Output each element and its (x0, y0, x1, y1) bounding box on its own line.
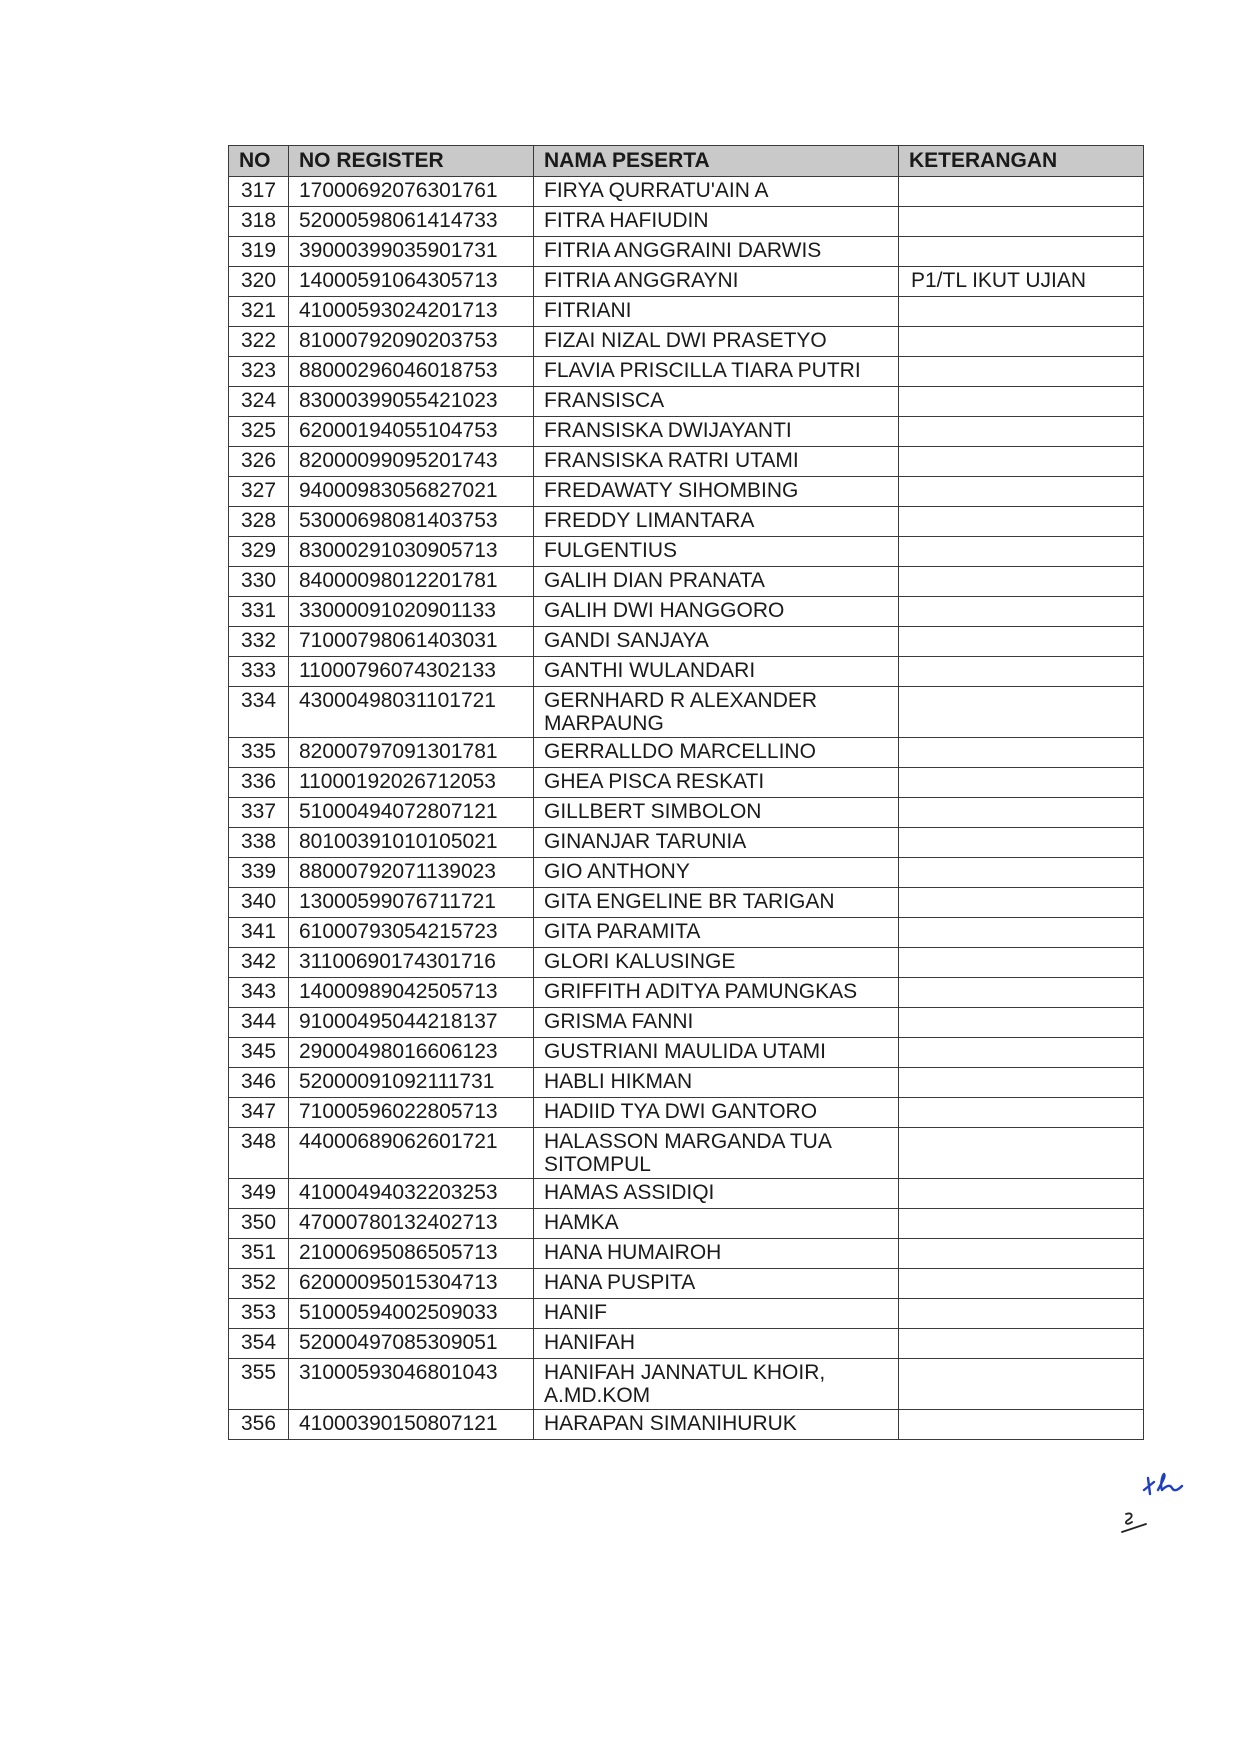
cell-no: 331 (229, 597, 289, 627)
cell-no: 327 (229, 477, 289, 507)
cell-no: 353 (229, 1299, 289, 1329)
cell-no: 336 (229, 768, 289, 798)
cell-note (899, 627, 1144, 657)
cell-note (899, 888, 1144, 918)
table-row (229, 978, 1144, 1008)
cell-register: 11000796074302133 (289, 657, 534, 687)
cell-no: 335 (229, 738, 289, 768)
cell-register: 33000091020901133 (289, 597, 534, 627)
cell-register: 81000792090203753 (289, 327, 534, 357)
table-row (229, 507, 1144, 537)
table-row (229, 828, 1144, 858)
cell-note (899, 417, 1144, 447)
cell-register: 82000797091301781 (289, 738, 534, 768)
cell-register: 21000695086505713 (289, 1239, 534, 1269)
cell-name: GALIH DWI HANGGORO (534, 597, 899, 627)
table-row (229, 327, 1144, 357)
table-row (229, 888, 1144, 918)
cell-name: FRANSISKA RATRI UTAMI (534, 447, 899, 477)
cell-no: 350 (229, 1209, 289, 1239)
cell-register: 94000983056827021 (289, 477, 534, 507)
cell-no: 323 (229, 357, 289, 387)
cell-note: P1/TL IKUT UJIAN (899, 267, 1144, 297)
table-row (229, 768, 1144, 798)
cell-name: HANIF (534, 1299, 899, 1329)
header-note: KETERANGAN (899, 146, 1144, 177)
cell-note (899, 1068, 1144, 1098)
cell-register: 51000594002509033 (289, 1299, 534, 1329)
cell-name: FRANSISKA DWIJAYANTI (534, 417, 899, 447)
cell-note (899, 1038, 1144, 1068)
table-body (229, 177, 1144, 1440)
cell-note (899, 207, 1144, 237)
initials-mark-blue (1140, 1468, 1186, 1502)
cell-note (899, 597, 1144, 627)
cell-no: 326 (229, 447, 289, 477)
table-row (229, 1410, 1144, 1440)
cell-register: 62000194055104753 (289, 417, 534, 447)
cell-name: GUSTRIANI MAULIDA UTAMI (534, 1038, 899, 1068)
table-row (229, 1179, 1144, 1209)
table-row (229, 177, 1144, 207)
cell-note (899, 567, 1144, 597)
cell-note (899, 387, 1144, 417)
cell-name: GLORI KALUSINGE (534, 948, 899, 978)
table-row (229, 738, 1144, 768)
cell-name: GITA ENGELINE BR TARIGAN (534, 888, 899, 918)
cell-register: 91000495044218137 (289, 1008, 534, 1038)
cell-no: 337 (229, 798, 289, 828)
cell-name: GITA PARAMITA (534, 918, 899, 948)
table-row (229, 1098, 1144, 1128)
cell-no: 321 (229, 297, 289, 327)
cell-note (899, 297, 1144, 327)
cell-note (899, 978, 1144, 1008)
cell-register: 11000192026712053 (289, 768, 534, 798)
cell-no: 324 (229, 387, 289, 417)
cell-register: 88000792071139023 (289, 858, 534, 888)
cell-note (899, 1329, 1144, 1359)
cell-register: 62000095015304713 (289, 1269, 534, 1299)
table-row (229, 387, 1144, 417)
cell-note (899, 237, 1144, 267)
cell-register: 83000291030905713 (289, 537, 534, 567)
cell-name: GANTHI WULANDARI (534, 657, 899, 687)
cell-register: 41000390150807121 (289, 1410, 534, 1440)
cell-name: FREDDY LIMANTARA (534, 507, 899, 537)
cell-name: GERRALLDO MARCELLINO (534, 738, 899, 768)
cell-register: 71000596022805713 (289, 1098, 534, 1128)
table-row (229, 1128, 1144, 1179)
cell-note (899, 327, 1144, 357)
cell-note (899, 507, 1144, 537)
cell-name: FITRIANI (534, 297, 899, 327)
cell-name: HANA PUSPITA (534, 1269, 899, 1299)
cell-note (899, 858, 1144, 888)
table-header-row (229, 146, 1144, 177)
cell-no: 355 (229, 1359, 289, 1410)
table-row (229, 657, 1144, 687)
cell-register: 52000598061414733 (289, 207, 534, 237)
cell-note (899, 1410, 1144, 1440)
cell-no: 354 (229, 1329, 289, 1359)
cell-register: 29000498016606123 (289, 1038, 534, 1068)
cell-no: 351 (229, 1239, 289, 1269)
cell-no: 322 (229, 327, 289, 357)
cell-register: 41000494032203253 (289, 1179, 534, 1209)
cell-note (899, 1269, 1144, 1299)
cell-no: 340 (229, 888, 289, 918)
table-row (229, 1269, 1144, 1299)
cell-name: FITRIA ANGGRAINI DARWIS (534, 237, 899, 267)
cell-no: 325 (229, 417, 289, 447)
cell-register: 43000498031101721 (289, 687, 534, 738)
cell-name: FITRA HAFIUDIN (534, 207, 899, 237)
table-row (229, 858, 1144, 888)
cell-register: 52000497085309051 (289, 1329, 534, 1359)
table-row (229, 798, 1144, 828)
cell-register: 14000989042505713 (289, 978, 534, 1008)
cell-name: HANA HUMAIROH (534, 1239, 899, 1269)
cell-no: 328 (229, 507, 289, 537)
cell-register: 17000692076301761 (289, 177, 534, 207)
table-row (229, 687, 1144, 738)
cell-register: 53000698081403753 (289, 507, 534, 537)
cell-name: FREDAWATY SIHOMBING (534, 477, 899, 507)
cell-note (899, 177, 1144, 207)
cell-note (899, 357, 1144, 387)
cell-name: HABLI HIKMAN (534, 1068, 899, 1098)
cell-name: GILLBERT SIMBOLON (534, 798, 899, 828)
table-row (229, 918, 1144, 948)
cell-name: FIRYA QURRATU'AIN A (534, 177, 899, 207)
cell-note (899, 948, 1144, 978)
cell-note (899, 918, 1144, 948)
cell-note (899, 798, 1144, 828)
cell-register: 84000098012201781 (289, 567, 534, 597)
cell-note (899, 1299, 1144, 1329)
table-row (229, 1359, 1144, 1410)
initials-mark-black (1116, 1508, 1154, 1538)
cell-no: 342 (229, 948, 289, 978)
header-no: NO (229, 146, 289, 177)
cell-register: 31000593046801043 (289, 1359, 534, 1410)
cell-no: 341 (229, 918, 289, 948)
cell-register: 52000091092111731 (289, 1068, 534, 1098)
cell-no: 352 (229, 1269, 289, 1299)
cell-no: 343 (229, 978, 289, 1008)
cell-register: 47000780132402713 (289, 1209, 534, 1239)
cell-note (899, 657, 1144, 687)
table-row (229, 1068, 1144, 1098)
cell-no: 347 (229, 1098, 289, 1128)
table-row (229, 357, 1144, 387)
cell-register: 41000593024201713 (289, 297, 534, 327)
cell-note (899, 768, 1144, 798)
cell-name: HAMAS ASSIDIQI (534, 1179, 899, 1209)
cell-note (899, 477, 1144, 507)
cell-name: HADIID TYA DWI GANTORO (534, 1098, 899, 1128)
cell-no: 356 (229, 1410, 289, 1440)
cell-register: 82000099095201743 (289, 447, 534, 477)
table-row (229, 1008, 1144, 1038)
table-row (229, 948, 1144, 978)
cell-no: 319 (229, 237, 289, 267)
cell-name: HANIFAH JANNATUL KHOIR, A.MD.KOM (534, 1359, 899, 1410)
cell-note (899, 1359, 1144, 1410)
cell-note (899, 1239, 1144, 1269)
cell-name: GIO ANTHONY (534, 858, 899, 888)
cell-note (899, 1008, 1144, 1038)
table-row (229, 267, 1144, 297)
cell-no: 349 (229, 1179, 289, 1209)
cell-register: 51000494072807121 (289, 798, 534, 828)
cell-note (899, 687, 1144, 738)
cell-no: 332 (229, 627, 289, 657)
cell-no: 329 (229, 537, 289, 567)
cell-register: 80100391010105021 (289, 828, 534, 858)
cell-no: 339 (229, 858, 289, 888)
table-row (229, 1299, 1144, 1329)
cell-name: GRIFFITH ADITYA PAMUNGKAS (534, 978, 899, 1008)
table-row (229, 597, 1144, 627)
cell-name: GINANJAR TARUNIA (534, 828, 899, 858)
cell-no: 334 (229, 687, 289, 738)
cell-register: 31100690174301716 (289, 948, 534, 978)
cell-name: FLAVIA PRISCILLA TIARA PUTRI (534, 357, 899, 387)
table-row (229, 417, 1144, 447)
table-row (229, 1209, 1144, 1239)
table-row (229, 207, 1144, 237)
cell-name: FRANSISCA (534, 387, 899, 417)
cell-name: FULGENTIUS (534, 537, 899, 567)
table-row (229, 567, 1144, 597)
cell-no: 317 (229, 177, 289, 207)
cell-register: 88000296046018753 (289, 357, 534, 387)
cell-name: HALASSON MARGANDA TUA SITOMPUL (534, 1128, 899, 1179)
cell-note (899, 1128, 1144, 1179)
cell-note (899, 738, 1144, 768)
cell-no: 345 (229, 1038, 289, 1068)
cell-name: FITRIA ANGGRAYNI (534, 267, 899, 297)
cell-no: 333 (229, 657, 289, 687)
cell-note (899, 447, 1144, 477)
table-row (229, 297, 1144, 327)
header-name: NAMA PESERTA (534, 146, 899, 177)
cell-register: 44000689062601721 (289, 1128, 534, 1179)
cell-name: GANDI SANJAYA (534, 627, 899, 657)
cell-no: 346 (229, 1068, 289, 1098)
table-row (229, 477, 1144, 507)
cell-name: GERNHARD R ALEXANDER MARPAUNG (534, 687, 899, 738)
table-row (229, 447, 1144, 477)
cell-note (899, 1179, 1144, 1209)
cell-note (899, 537, 1144, 567)
cell-no: 344 (229, 1008, 289, 1038)
cell-no: 320 (229, 267, 289, 297)
table-row (229, 627, 1144, 657)
cell-no: 330 (229, 567, 289, 597)
cell-name: FIZAI NIZAL DWI PRASETYO (534, 327, 899, 357)
cell-no: 318 (229, 207, 289, 237)
cell-register: 61000793054215723 (289, 918, 534, 948)
cell-no: 338 (229, 828, 289, 858)
cell-register: 71000798061403031 (289, 627, 534, 657)
cell-name: GRISMA FANNI (534, 1008, 899, 1038)
cell-note (899, 828, 1144, 858)
table-row (229, 537, 1144, 567)
header-register: NO REGISTER (289, 146, 534, 177)
cell-register: 83000399055421023 (289, 387, 534, 417)
cell-name: GHEA PISCA RESKATI (534, 768, 899, 798)
cell-no: 348 (229, 1128, 289, 1179)
cell-note (899, 1098, 1144, 1128)
table-row (229, 1239, 1144, 1269)
cell-name: GALIH DIAN PRANATA (534, 567, 899, 597)
cell-register: 39000399035901731 (289, 237, 534, 267)
cell-note (899, 1209, 1144, 1239)
table-row (229, 1038, 1144, 1068)
table-row (229, 237, 1144, 267)
cell-name: HANIFAH (534, 1329, 899, 1359)
cell-name: HAMKA (534, 1209, 899, 1239)
cell-register: 13000599076711721 (289, 888, 534, 918)
participant-table (228, 145, 1144, 1440)
cell-register: 14000591064305713 (289, 267, 534, 297)
cell-name: HARAPAN SIMANIHURUK (534, 1410, 899, 1440)
table-row (229, 1329, 1144, 1359)
